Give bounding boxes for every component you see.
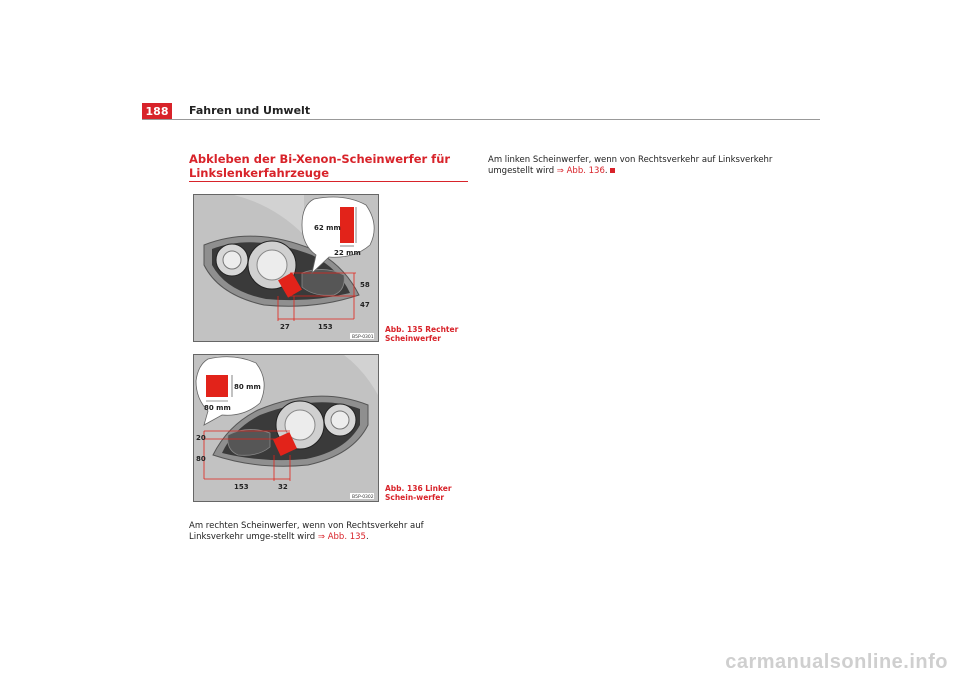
paragraph-text: Am linken Scheinwerfer, wenn von Rechtsverkehr auf Linksverkehr umgestellt wird bbox=[488, 155, 773, 176]
label-62mm: 62 mm bbox=[314, 224, 341, 232]
label-20: 20 bbox=[196, 434, 206, 442]
label-80mm-width: 80 mm bbox=[234, 383, 261, 391]
section-title: Abkleben der Bi-Xenon-Scheinwerfer für Linkslenkerfahrzeuge bbox=[189, 152, 451, 180]
headlamp-left-illustration bbox=[194, 355, 378, 501]
label-27: 27 bbox=[280, 323, 290, 331]
figure-code: B5P-0302 bbox=[352, 495, 374, 500]
label-58: 58 bbox=[360, 281, 370, 289]
figure-code: B5P-0301 bbox=[352, 335, 374, 340]
figure-caption: Abb. 136 Linker Schein-werfer bbox=[385, 484, 452, 502]
figure-left-headlamp bbox=[193, 354, 379, 502]
section-rule bbox=[189, 181, 468, 182]
page-number: 188 bbox=[142, 103, 172, 120]
figure-caption: Abb. 135 Rechter Scheinwerfer bbox=[385, 325, 459, 343]
label-80: 80 bbox=[196, 455, 206, 463]
paragraph-tail: . bbox=[365, 532, 369, 542]
paragraph-text: Am rechten Scheinwerfer, wenn von Rechtsverkehr auf Linksverkehr umge-stellt wird bbox=[189, 521, 424, 542]
paragraph-right-headlamp bbox=[189, 521, 471, 543]
label-22mm: 22 mm bbox=[334, 249, 361, 257]
label-80mm-height: 80 mm bbox=[204, 404, 231, 412]
header-title: Fahren und Umwelt bbox=[189, 104, 311, 117]
header-rule bbox=[142, 119, 820, 120]
end-marker bbox=[610, 168, 615, 173]
figure-reference-link[interactable]: ⇒ Abb. 135 bbox=[317, 532, 366, 542]
paragraph-tail: . bbox=[604, 166, 608, 176]
label-47: 47 bbox=[360, 301, 370, 309]
label-32: 32 bbox=[278, 483, 288, 491]
label-153: 153 bbox=[234, 483, 249, 491]
label-153: 153 bbox=[318, 323, 333, 331]
watermark: carmanualsonline.info bbox=[725, 651, 948, 673]
figure-reference-link[interactable]: ⇒ Abb. 136 bbox=[556, 166, 605, 176]
headlamp-right-illustration bbox=[194, 195, 378, 341]
figure-right-headlamp bbox=[193, 194, 379, 342]
paragraph-left-headlamp bbox=[488, 155, 778, 177]
